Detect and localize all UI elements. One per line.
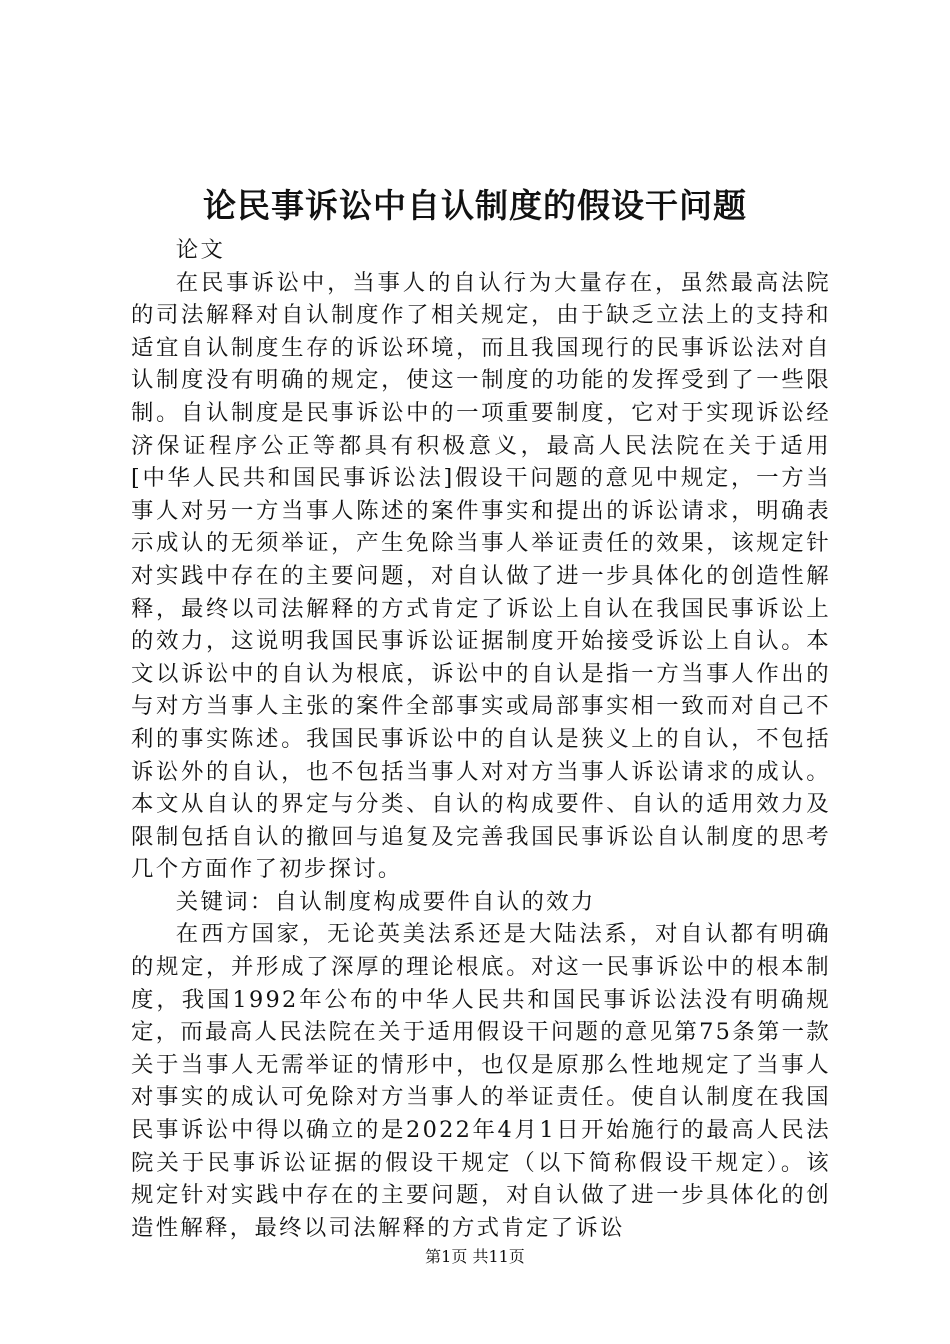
paragraph-keywords: 关键词：自认制度构成要件自认的效力 <box>175 888 596 915</box>
document-body <box>131 234 831 1244</box>
document-title: 论民事诉讼中自认制度的假设干问题 <box>203 186 747 225</box>
paragraph-label: 论文 <box>175 237 226 263</box>
paragraph-abstract: 在民事诉讼中，当事人的自认行为大量存在，虽然最高法院的司法解释对自认制度作了相关规定，由于缺乏立法上的支持和适宜自认制度生存的诉讼环境，而且我国现行的民事诉讼法对自认制度没有明确的规定，使这一制度的功能的发挥受到了一些限制。自认制度是民事诉讼中的一项重要制度，它对于实现诉讼经济保证程序公正等都具有积极意义，最高人民法院在关于适用[中华人民共和国民事诉讼法]假设干问题的意见中规定，一方当事人对另一方当事人陈述的案件事实和提出的诉讼请求，明确表示成认的无须举证，产生免除当事人举证责任的效果，该规定针对实践中存在的主要问题，对自认做了进一步具体化的创造性解释，最终以司法解释的方式肯定了诉讼上自认在我国民事诉讼上的效力，这说明我国民事诉讼证据制度开始接受诉讼上自认。本文以诉讼中的自认为根底，诉讼中的自认是指一方当事人作出的与对方当事人主张的案件全部事实或局部事实相一致而对自己不利的事实陈述。我国民事诉讼中的自认是狭义上的自认，不包括诉讼外的自认，也不包括当事人对对方当事人诉讼请求的成认。本文从自认的界定与分类、自认的构成要件、自认的适用效力及限制包括自认的撤回与追复及完善我国民事诉讼自认制度的思考几个方面作了初步探讨。 <box>131 269 831 883</box>
page-footer: 第1页 共11页 <box>425 1247 525 1266</box>
paragraph-body: 在西方国家，无论英美法系还是大陆法系，对自认都有明确的规定，并形成了深厚的理论根底。对这一民事诉讼中的根本制度，我国1992年公布的中华人民共和国民事诉讼法没有明确规定，而最高人民法院在关于适用假设干问题的意见第75条第一款关于当事人无需举证的情形中，也仅是原那么性地规定了当事人对事实的成认可免除对方当事人的举证责任。使自认制度在我国民事诉讼中得以确立的是2022年4月1日开始施行的最高人民法院关于民事诉讼证据的假设干规定（以下简称假设干规定）。该规定针对实践中存在的主要问题，对自认做了进一步具体化的创造性解释，最终以司法解释的方式肯定了诉讼 <box>131 921 831 1241</box>
